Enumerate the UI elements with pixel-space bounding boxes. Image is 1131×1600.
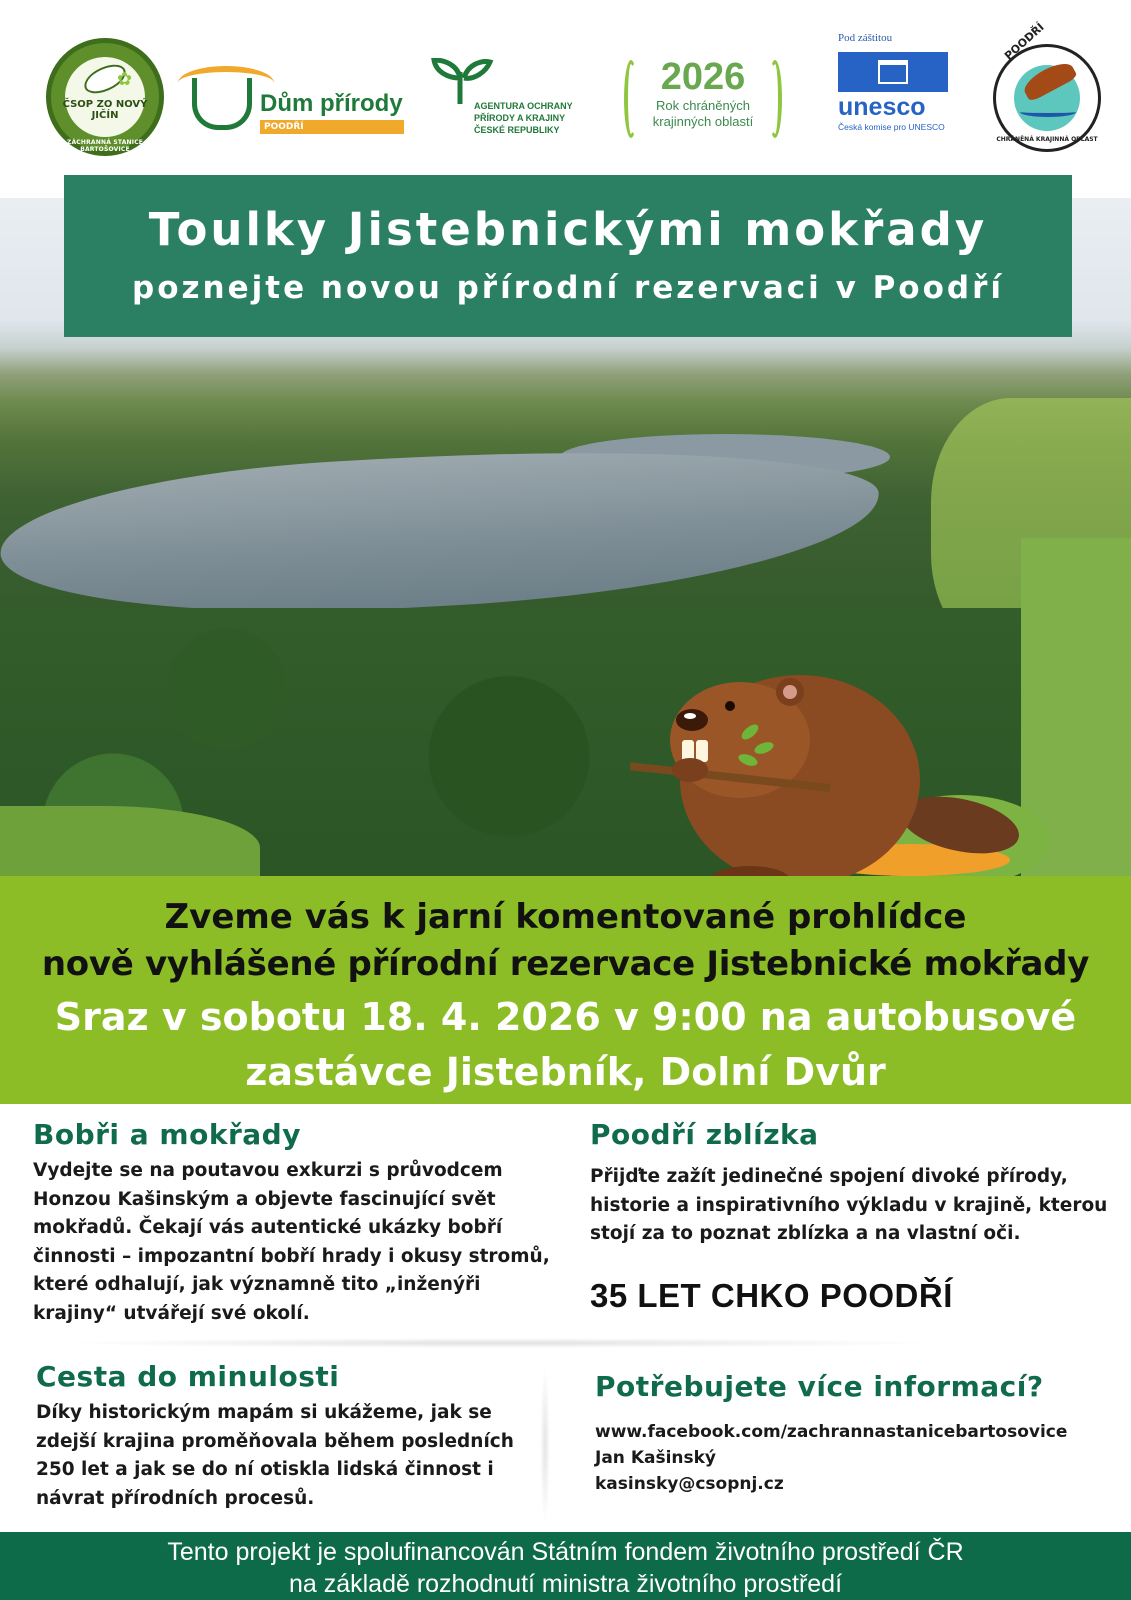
- dum-prirody-logo: [178, 62, 414, 142]
- anniversary-highlight: 35 LET CHKO POODŘÍ: [590, 1276, 953, 1314]
- csop-logo-text: ČSOP ZO NOVÝ JIČÍN: [62, 99, 148, 121]
- section-heading: Cesta do minulosti: [36, 1360, 340, 1393]
- section-contact: [595, 1370, 1125, 1497]
- dum-prirody-sub: POODŘÍ: [260, 120, 404, 134]
- invite-line-1: Zveme vás k jarní komentované prohlídce: [164, 897, 967, 937]
- chko-bottom-text: CHRÁNĚNÁ KRAJINNÁ OBLAST: [996, 136, 1098, 143]
- csop-logo-ring-text: ZÁCHRANNÁ STANICE BARTOŠOVICE: [66, 139, 144, 153]
- title-banner: [64, 175, 1072, 337]
- page-subtitle: poznejte novou přírodní rezervaci v Poodří: [132, 270, 1004, 306]
- section-heading: Poodří zblízka: [590, 1118, 819, 1151]
- facebook-link[interactable]: www.facebook.com/zachrannastanicebartosovice: [595, 1422, 1068, 1442]
- invite-line-2: nově vyhlášené přírodní rezervace Jistebnické mokřady: [41, 944, 1090, 984]
- footer-line-2: na základě rozhodnutí ministra životního prostředí: [288, 1570, 843, 1598]
- logo-bar: [0, 0, 1131, 180]
- section-cesta: [36, 1360, 556, 1513]
- chko-poodri-logo: [993, 20, 1101, 152]
- chko-top-text: POODŘÍ: [1002, 20, 1047, 63]
- year-caption: Rok chráněných krajinných oblastí: [652, 98, 754, 129]
- year-number: 2026: [660, 56, 746, 98]
- unesco-word: unesco: [838, 93, 926, 121]
- year-2026-logo: [628, 56, 778, 140]
- section-heading: Bobři a mokřady: [33, 1118, 301, 1151]
- leaf-fish-icon: [430, 58, 494, 106]
- section-heading: Potřebujete více informací?: [595, 1370, 1044, 1403]
- dum-prirody-name: Dům přírody: [260, 90, 403, 117]
- section-text: Přijďte zažít jedinečné spojení divoké přírody, historie a inspirativního výkladu v krajině, kterou stojí za to poznat zblízka a na vlastní oči.: [590, 1166, 1108, 1244]
- wave-icon: [1020, 107, 1076, 117]
- unesco-komise: Česká komise pro UNESCO: [838, 122, 945, 132]
- hand-icon: [192, 78, 252, 130]
- section-bobri: [33, 1118, 553, 1328]
- temple-icon: [878, 60, 908, 84]
- contact-email[interactable]: kasinsky@csopnj.cz: [595, 1474, 784, 1494]
- csop-logo: [46, 38, 164, 156]
- footer-line-1: Tento projekt je spolufinancován Státním fondem životního prostředí ČR: [167, 1538, 964, 1566]
- page-title: Toulky Jistebnickými mokřady: [148, 203, 988, 256]
- aopk-logo: [428, 56, 588, 146]
- flower-icon: ✿: [117, 69, 133, 90]
- meeting-time: Sraz v sobotu 18. 4. 2026 v 9:00 na autobusové: [54, 995, 1077, 1039]
- aopk-text: AGENTURA OCHRANY PŘÍRODY A KRAJINY ČESKÉ REPUBLIKY: [474, 101, 573, 135]
- invitation-band: [0, 876, 1131, 1104]
- meeting-place: zastávce Jistebník, Dolní Dvůr: [245, 1050, 886, 1094]
- section-text: Díky historickým mapám si ukážeme, jak se zdejší krajina proměňovala během posledních 250 let a jak se do ní otiskla lidská činnost i návrat přírodních procesů.: [36, 1402, 514, 1509]
- beaver-illustration: [630, 670, 1050, 890]
- unesco-logo: [838, 32, 958, 152]
- section-poodri: [590, 1118, 1120, 1315]
- pond: [0, 433, 883, 629]
- funding-footer: [0, 1532, 1131, 1600]
- section-text: Vydejte se na poutavou exkurzi s průvodcem Honzou Kašinským a objevte fascinující svět mokřadů. Čekají vás autentické ukázky bobří činnosti – impozantní bobří hrady i okusy stromů, které odhalují, jak významně tito „inženýři krajiny“ utvářejí své okolí.: [33, 1160, 550, 1324]
- contact-name: Jan Kašinský: [595, 1448, 717, 1468]
- unesco-pod: Pod záštitou: [838, 32, 893, 44]
